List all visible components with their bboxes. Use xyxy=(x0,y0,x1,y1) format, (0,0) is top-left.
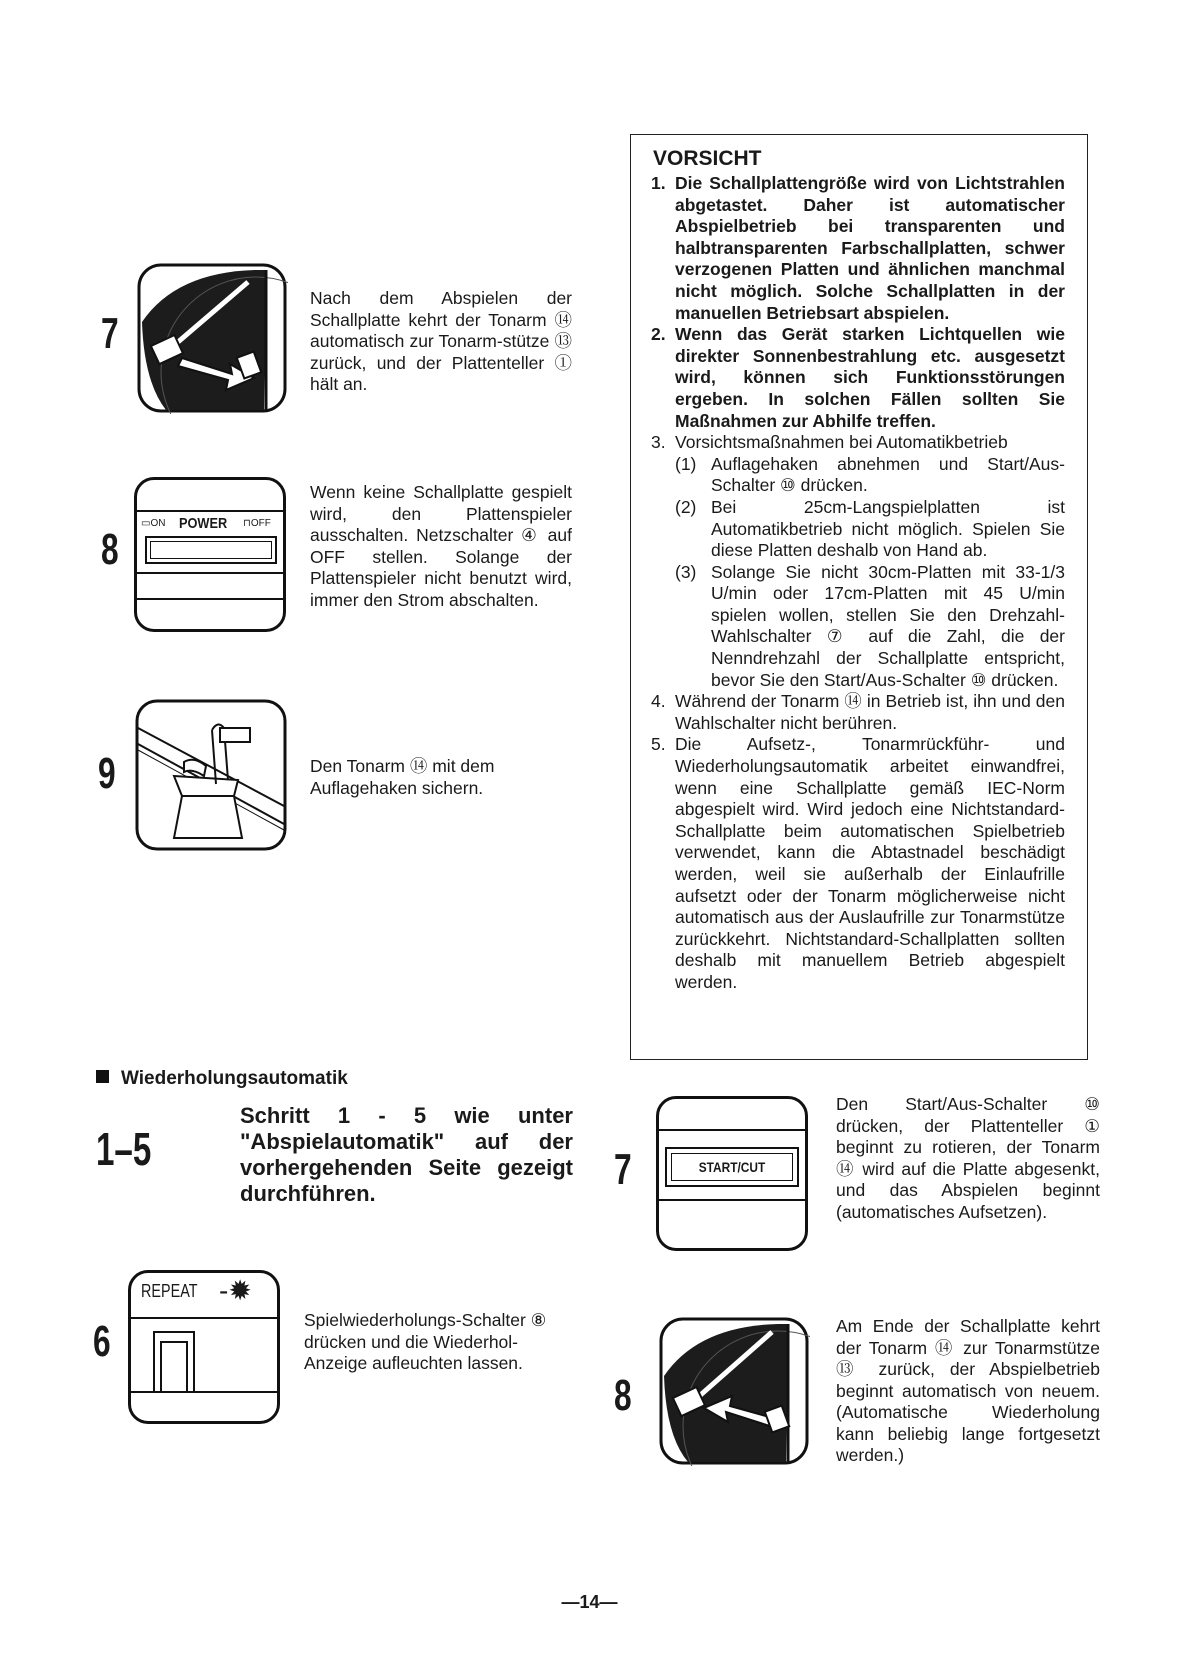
step-number-9: 9 xyxy=(98,749,116,798)
caution-title: VORSICHT xyxy=(653,147,762,170)
step-number-8: 8 xyxy=(101,525,119,574)
repeat-label: REPEAT xyxy=(141,1281,198,1301)
repeat-step-8-text: Am Ende der Schallplatte kehrt der Tonarm ⑭ zur Tonarmstütze ⑬ zurück, der Abspielbetrieb beginnt automatisch von neuem. (Automatische Wiederholung kann beliebig lange fortgesetzt werden.) xyxy=(836,1316,1100,1465)
repeat-step-7-text: Den Start/Aus-Schalter ⑩ drücken, der Plattenteller ① beginnt zu rotieren, der Tonarm ⑭ wird auf die Platte abgesenkt, und das Abspielen beginnt (automatisches Aufsetzen). xyxy=(836,1094,1100,1222)
page-number: —14— xyxy=(561,1592,618,1612)
caution-item-4: 4. Während der Tonarm ⑭ in Betrieb ist, ihn und den Wahlschalter nicht berühren. xyxy=(651,691,1065,733)
start-cut-button[interactable] xyxy=(665,1147,799,1187)
repeat-step-number-8: 8 xyxy=(614,1371,632,1420)
caution-subitem-2: (2) Bei 25cm-Langspielplatten ist Automatikbetrieb nicht möglich. Spielen Sie diese Platten deshalb von Hand ab. xyxy=(675,496,1065,561)
repeat-step-number-7: 7 xyxy=(614,1145,632,1194)
caution-box xyxy=(630,134,1088,1060)
caution-subitem-3: (3) Solange Sie nicht 30cm-Platten mit 33-1/3 U/min oder 17cm-Platten mit 45 U/min spielen wollen, stellen Sie den Drehzahl-Wahlschalter ⑦ auf die Zahl, die der Nenndrehzahl der Schallplatte entspricht, bevor Sie den Start/Aus-Schalter ⑩ drücken. xyxy=(675,561,1065,690)
power-off-label: ⊓OFF xyxy=(243,518,271,529)
square-bullet-icon xyxy=(96,1070,109,1083)
power-panel-illustration xyxy=(134,477,286,632)
start-cut-panel-illustration xyxy=(656,1096,808,1251)
tonearm-repeat-illustration xyxy=(658,1316,810,1466)
power-label: POWER xyxy=(179,515,228,532)
caution-subitem-1: (1) Auflagehaken abnehmen und Start/Aus-Schalter ⑩ drücken. xyxy=(675,453,1065,496)
power-switch[interactable] xyxy=(145,536,277,564)
caution-item-5: 5. Die Aufsetz-, Tonarmrückführ- und Wiederholungsautomatik arbeitet einwandfrei, wenn eine Schallplatte gemäß IEC-Norm abgespielt wird. Wird jedoch eine Nichtstandard-Schallplatte beim automatischen Spielbetrieb verwendet, kann die Abtastnadel beschädigt werden, weil sie außerhalb der Einlaufrille aufsetzt oder der Tonarm möglicherweise nicht automatisch aus der Auslaufrille zur Tonarmstütze zurückkehrt. Nichtstandard-Schallplatten sollten deshalb mit manuellem Betrieb abgespielt werden. xyxy=(651,734,1065,992)
tonearm-return-illustration xyxy=(136,262,288,414)
start-cut-label: START/CUT xyxy=(698,1159,766,1175)
caution-item-2: 2. Wenn das Gerät starken Lichtquellen wie direkter Sonnenbestrahlung etc. ausgesetzt wird, können sich Funktionsstörungen ergeben. In solchen Fällen sollten Sie Maßnahmen zur Abhilfe treffen. xyxy=(651,324,1065,431)
repeat-step-number-6: 6 xyxy=(93,1317,111,1366)
repeat-step-6-text: Spielwiederholungs-Schalter ⑧ drücken und die Wiederhol-Anzeige aufleuchten lassen. xyxy=(304,1310,547,1373)
step-7-text: Nach dem Abspielen der Schallplatte kehrt der Tonarm ⑭ automatisch zur Tonarm-stütze ⑬ zurück, und der Plattenteller ① hält an. xyxy=(310,288,572,394)
step-range-number: 1–5 xyxy=(96,1123,152,1175)
indicator-light-icon: -✹ xyxy=(219,1275,252,1306)
step-number-7: 7 xyxy=(101,309,119,358)
caution-item-1: 1. Die Schallplattengröße wird von Lichtstrahlen abgetastet. Daher ist automatischer Abspielbetrieb bei transparenten und halbtransparenten Farbschallplatten, schwer verzogenen Platten und ähnlichen manchmal nicht möglich. Solche Schallplatten in der manuellen Betriebsart abspielen. xyxy=(651,173,1065,323)
caution-item-3: 3. Vorsichtsmaßnahmen bei Automatikbetrieb (1) Auflagehaken abnehmen und Start/Aus-Schalter ⑩ drücken. (2) Bei 25cm-Langspielplatten ist Automatikbetrieb nicht möglich. Spielen Sie diese Platten deshalb von Hand ab. (3) Solange Sie nicht 30cm-Platten mit 33-1/3 U/min oder 17cm-Platten mit 45 U/min spielen wollen, stellen Sie den Drehzahl-Wahlschalter ⑦ auf die Zahl, die der Nenndrehzahl der Schallplatte entspricht, bevor Sie den Start/Aus-Schalter ⑩ drücken. xyxy=(651,432,1065,690)
repeat-button[interactable] xyxy=(153,1331,195,1393)
section-heading: Wiederholungsautomatik xyxy=(96,1068,348,1090)
step-8-text: Wenn keine Schallplatte gespielt wird, den Plattenspieler ausschalten. Netzschalter ④ auf OFF stellen. Solange der Plattenspieler nicht benutzt wird, immer den Strom abschalten. xyxy=(310,482,572,610)
caution-list xyxy=(651,173,1065,994)
step-range-text: Schritt 1 - 5 wie unter "Abspielautomatik" auf der vorhergehenden Seite gezeigt durchführen. xyxy=(240,1103,573,1206)
repeat-button-illustration xyxy=(128,1270,280,1424)
armrest-lock-illustration xyxy=(134,698,288,852)
step-9-text: Den Tonarm ⑭ mit dem Auflagehaken sichern. xyxy=(310,756,495,798)
power-on-label: ▭ON xyxy=(141,518,166,529)
